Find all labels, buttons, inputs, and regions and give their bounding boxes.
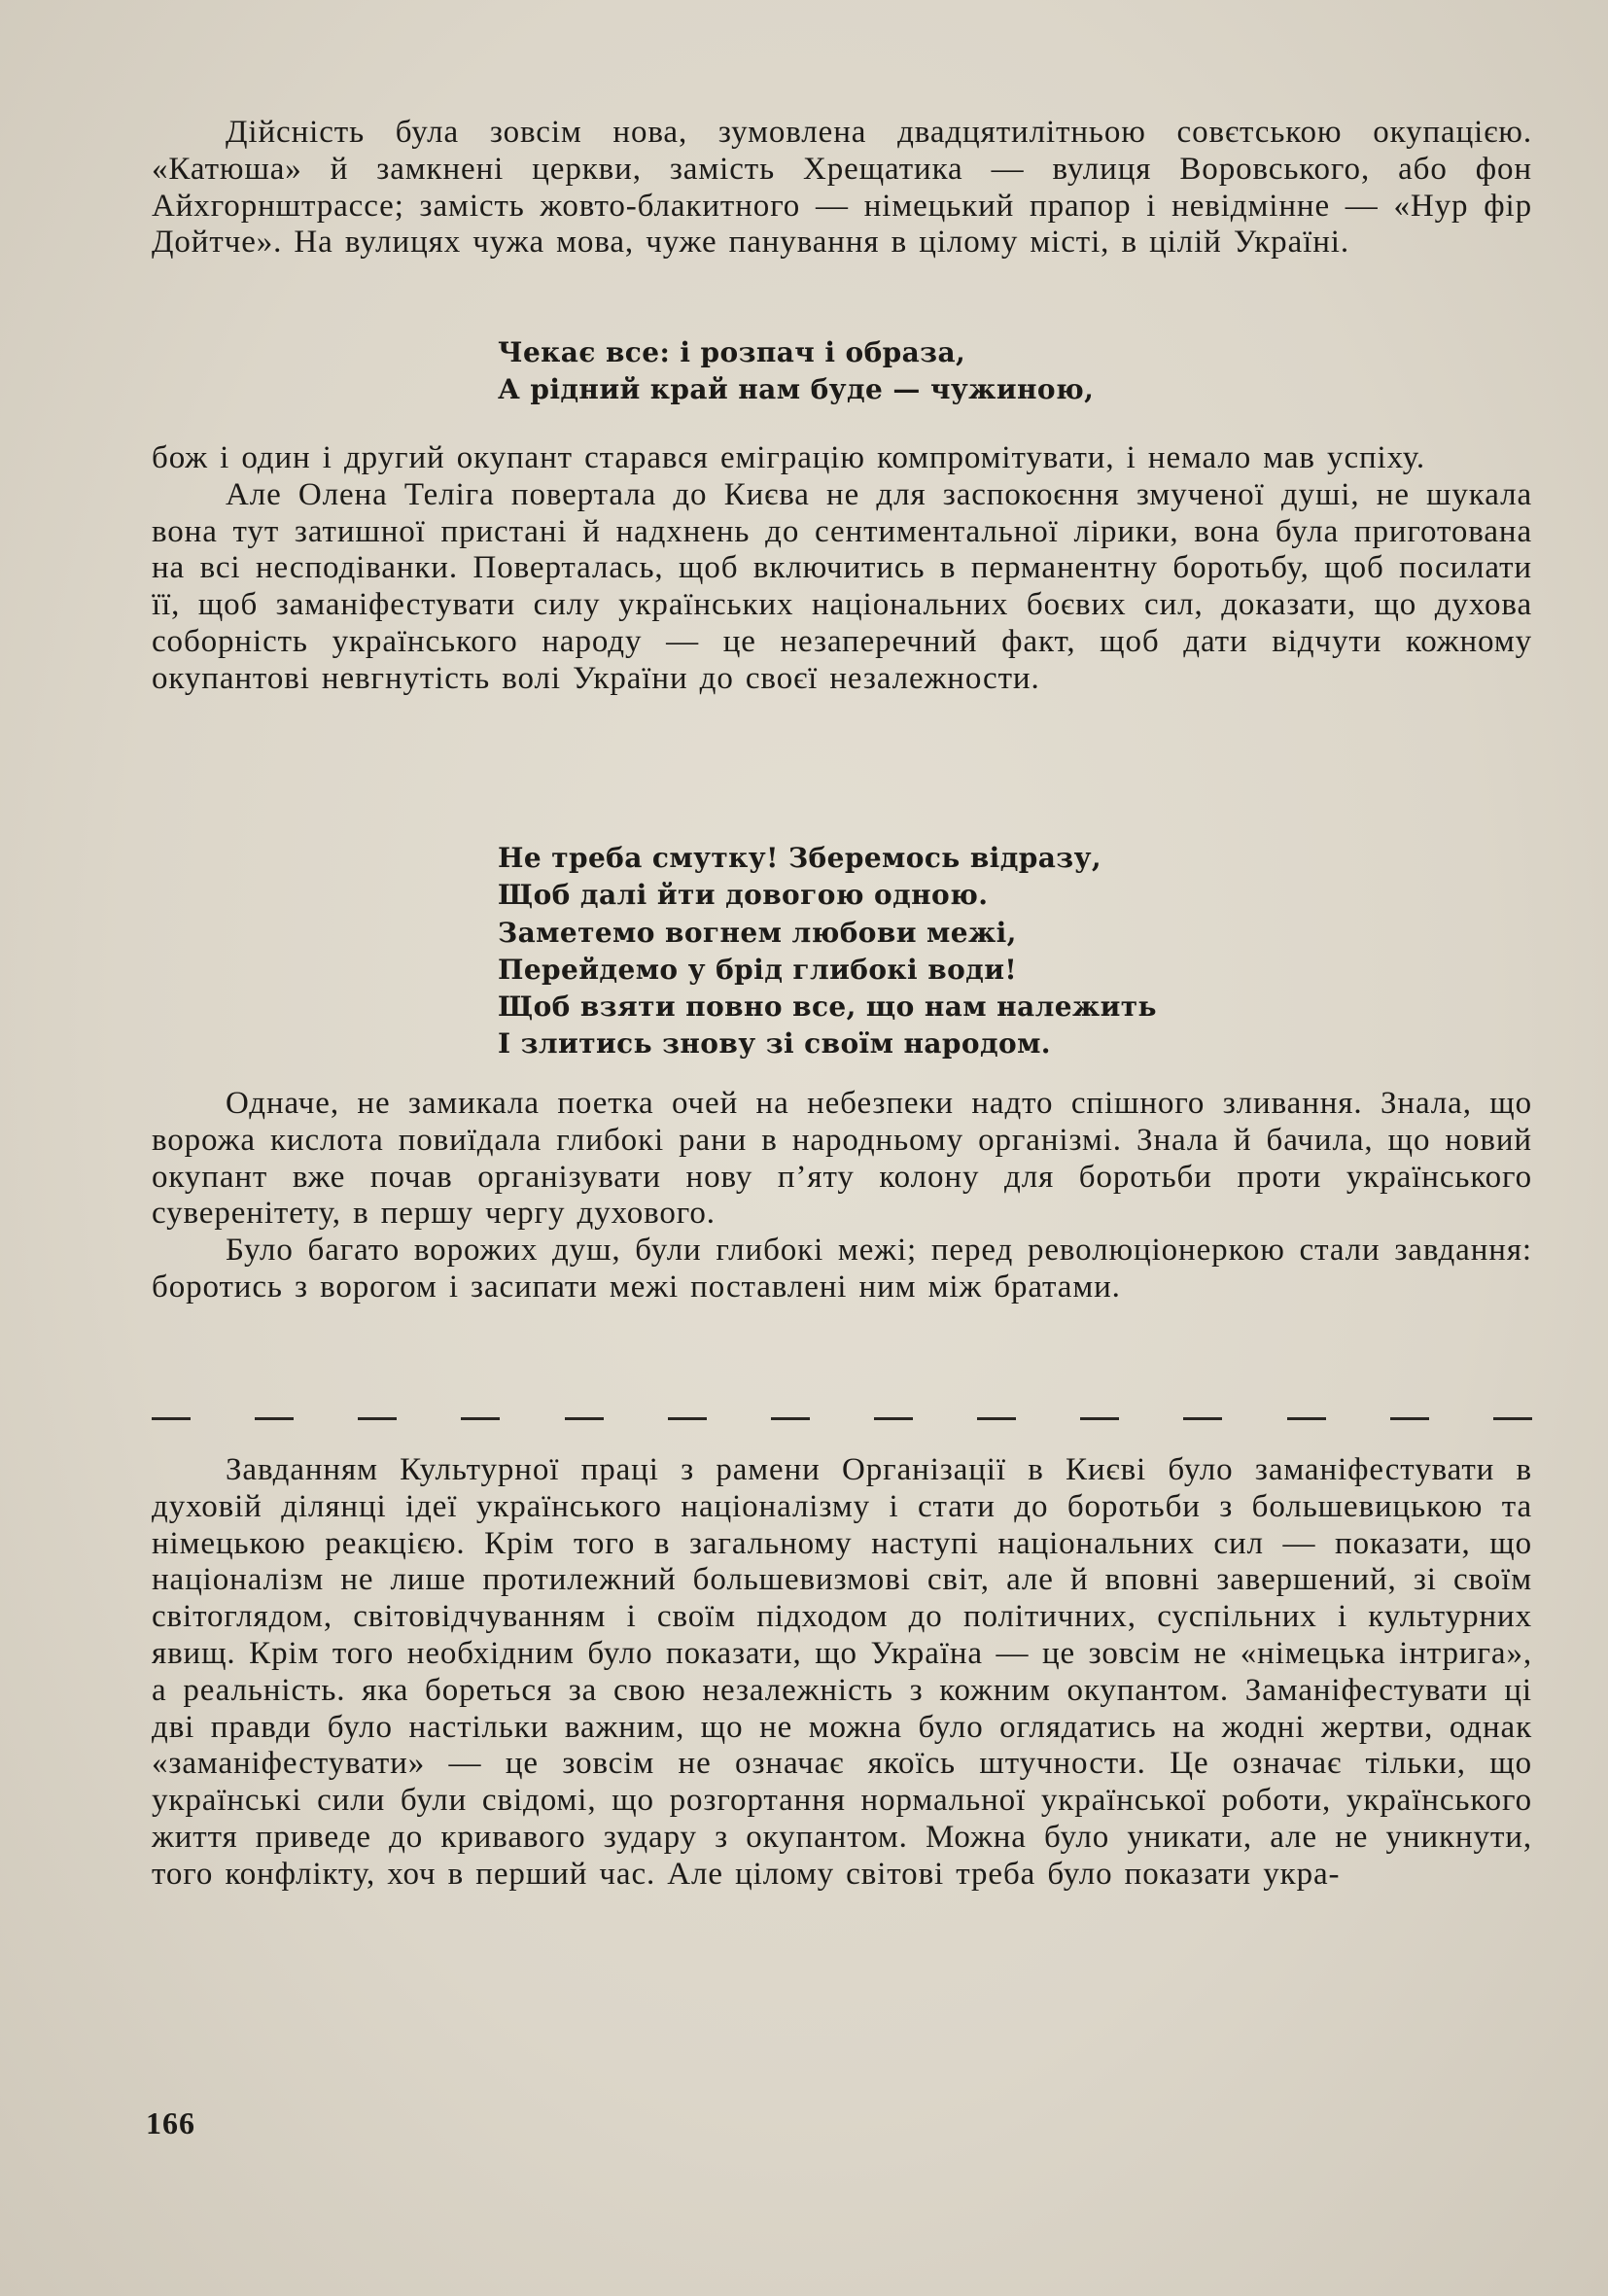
separator-dash [461, 1417, 500, 1420]
verse-line: Щоб взяти повно все, що нам належить [498, 991, 1157, 1024]
verse-line: Не треба смутку! Зберемось відразу, [498, 842, 1102, 874]
separator-dash [977, 1417, 1016, 1420]
verse-line: Заметемо вогнем любови межі, [498, 916, 1017, 949]
separator-dash [1080, 1417, 1119, 1420]
verse-stanza-1 [498, 334, 1094, 409]
separator-dash [358, 1417, 397, 1420]
text-block-bottom [152, 1452, 1532, 1894]
verse-line: Щоб далі йти довогою одною. [498, 879, 989, 912]
separator-dash [1493, 1417, 1532, 1420]
verse-line: Чекає все: і розпач і образа, [498, 336, 966, 368]
separator-dash [668, 1417, 707, 1420]
paragraph: бож і один і другий окупант старався еміграцію компромітувати, і немало мав успіху. [152, 440, 1426, 475]
separator-dash [152, 1417, 191, 1420]
verse-line: І злитись знову зі своїм народом. [498, 1027, 1051, 1061]
separator-dash [771, 1417, 810, 1420]
separator-dash [255, 1417, 294, 1420]
text-block-lower [152, 1086, 1532, 1306]
page-number: 166 [146, 2105, 195, 2140]
verse-stanza-2 [498, 840, 1157, 1063]
separator-dash [1390, 1417, 1429, 1420]
section-separator [152, 1417, 1532, 1420]
separator-dash [1183, 1417, 1222, 1420]
verse-line: Перейдемо у брід глибокі води! [498, 953, 1018, 986]
separator-dash [1287, 1417, 1326, 1420]
paragraph: Але Олена Теліга поверталa до Києва не для заспокоєння змученої душі, не шукала вона тут затишної пристані й надхнень до сентиментальної лірики, вона була приготована на всі несподіванки. Поверталась, щоб включитись в перманентну боротьбу, щоб посилати її, щоб заманіфестувати силу українських національних боєвих сил, доказати, що духова соборність українського народу — це незаперечний факт, щоб дати відчути кожному окупантові невгнутість волі України до своєї незалежности. [152, 476, 1532, 696]
text-block-top [152, 115, 1532, 261]
paragraph: Було багато ворожих душ, були глибокі межі; перед революціонеркою стали завдання: боротись з ворогом і засипати межі поставлені ним між братами. [152, 1233, 1532, 1305]
paragraph: Завданням Культурної праці з рамени Організації в Києві було заманіфестувати в духовій ділянці ідеї українського націоналізму і стати до боротьби з большевицькою та німецькою реакцією. Крім того в загальному наступі національних сил — показати, що націоналізм не лише протилежний большевизмові світ, але й вповні завершений, зі своїм світоглядом, світовідчуванням і своїм підходом до політичних, суспільних і культурних явищ. Крім того необхідним було показати, що Україна — це зовсім не «німецька інтрига», а реальність. яка бореться за свою незалежність з кожним окупантом. Заманіфестувати ці дві правди було настільки важним, що не можна було оглядатись на жодні жертви, однак «заманіфестувати» — це зовсім не означає якоїсь штучности. Це означає тільки, що українські сили були свідомі, що розгортання нормальної української роботи, українського життя приведе до кривавого зудару з окупантом. Можна було уникати, але не уникнути, того конфлікту, хоч в перший час. Але цілому світові треба було показати укра- [152, 1452, 1532, 1892]
verse-line: А рідний край нам буде — чужиною, [498, 373, 1095, 406]
separator-dash [565, 1417, 604, 1420]
paragraph: Одначе, не замикала поетка очей на небезпеки надто спішного зливання. Знала, що ворожа кислота повиїдала глибокі рани в народньому організмі. Знала й бачила, що новий окупант вже почав організувати нову п’яту колону для боротьби проти українського суверенітету, в першу чергу духового. [152, 1086, 1532, 1232]
text-block-middle [152, 440, 1532, 698]
separator-dash [874, 1417, 913, 1420]
paragraph: Дійсність була зовсім нова, зумовлена двадцятилітньою совєтською окупацією. «Катюша» й замкнені церкви, замість Хрещатика — вулиця Воровського, або фон Айхгорнштрассе; замість жовто-блакитного — німецький прапор і невідмінне — «Нур фір Дойтче». На вулицях чужа мова, чуже панування в цілому місті, в цілій Україні. [152, 115, 1532, 261]
